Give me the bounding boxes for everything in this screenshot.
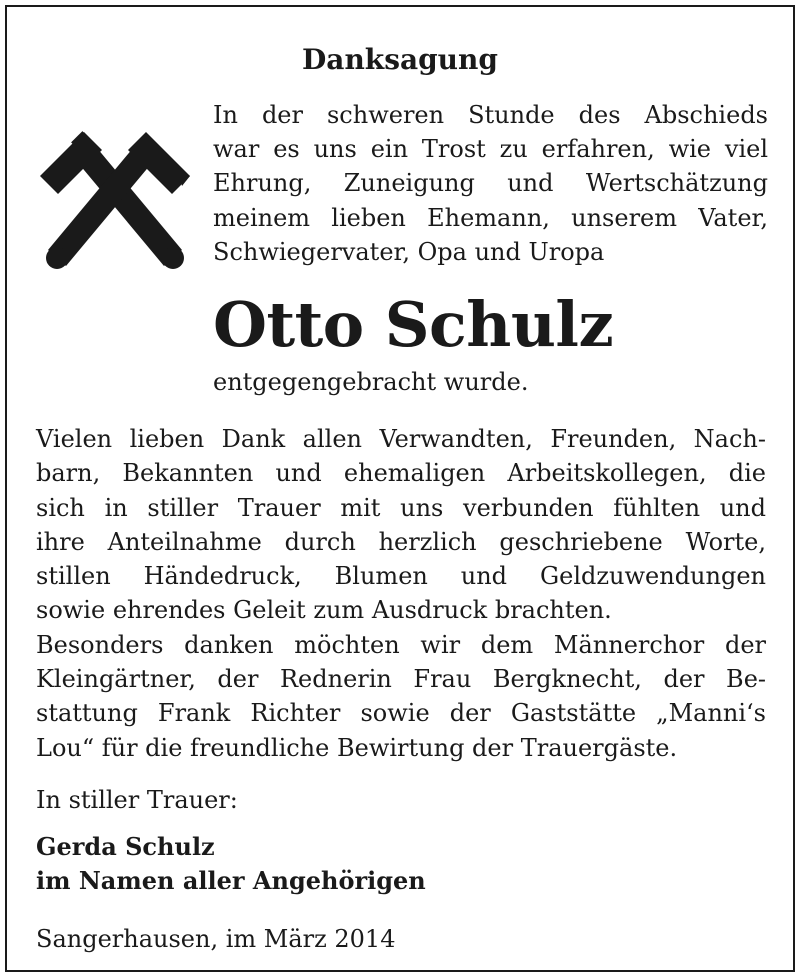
intro-line: Ehrung, Zuneigung und Wertschätzung (213, 169, 768, 198)
notice-heading: Danksagung (302, 43, 498, 76)
body-line: Besonders danken möchten wir dem Männerchor der (36, 630, 766, 659)
place-date: Sangerhausen, im März 2014 (36, 925, 396, 953)
signer-subtitle: im Namen aller Angehörigen (36, 866, 426, 895)
intro-line: meinem lieben Ehemann, unserem Vater, (213, 203, 768, 232)
thanks-body (36, 422, 766, 765)
body-line: sich in stiller Trauer mit uns verbunden fühlten und (36, 493, 766, 522)
after-name-text: entgegengebracht wurde. (213, 368, 529, 396)
intro-line: In der schweren Stunde des Abschieds (213, 101, 768, 129)
closing-phrase: In stiller Trauer: (36, 786, 238, 814)
body-line: barn, Bekannten und ehemaligen Arbeitskollegen, die (36, 459, 766, 488)
body-line: ihre Anteilnahme durch herzlich geschriebene Worte, (36, 527, 766, 556)
signer-block (36, 830, 426, 898)
body-line: sowie ehrendes Geleit zum Ausdruck brachten. (36, 596, 612, 625)
body-line: Lou“ für die freundliche Bewirtung der Trauergäste. (36, 733, 678, 762)
deceased-name: Otto Schulz (213, 288, 614, 361)
intro-text (213, 98, 768, 269)
body-line: stattung Frank Richter sowie der Gaststätte „Manni‘s (36, 699, 766, 728)
body-line: Kleingärtner, der Rednerin Frau Bergknecht, der Be- (36, 665, 766, 694)
signer-name: Gerda Schulz (36, 832, 215, 861)
crossed-hammers-icon (40, 128, 190, 280)
intro-line: war es uns ein Trost zu erfahren, wie viel (213, 135, 768, 164)
body-line: Vielen lieben Dank allen Verwandten, Freunden, Nach- (36, 425, 766, 453)
intro-line: Schwiegervater, Opa und Uropa (213, 237, 605, 266)
body-line: stillen Händedruck, Blumen und Geldzuwendungen (36, 562, 766, 591)
